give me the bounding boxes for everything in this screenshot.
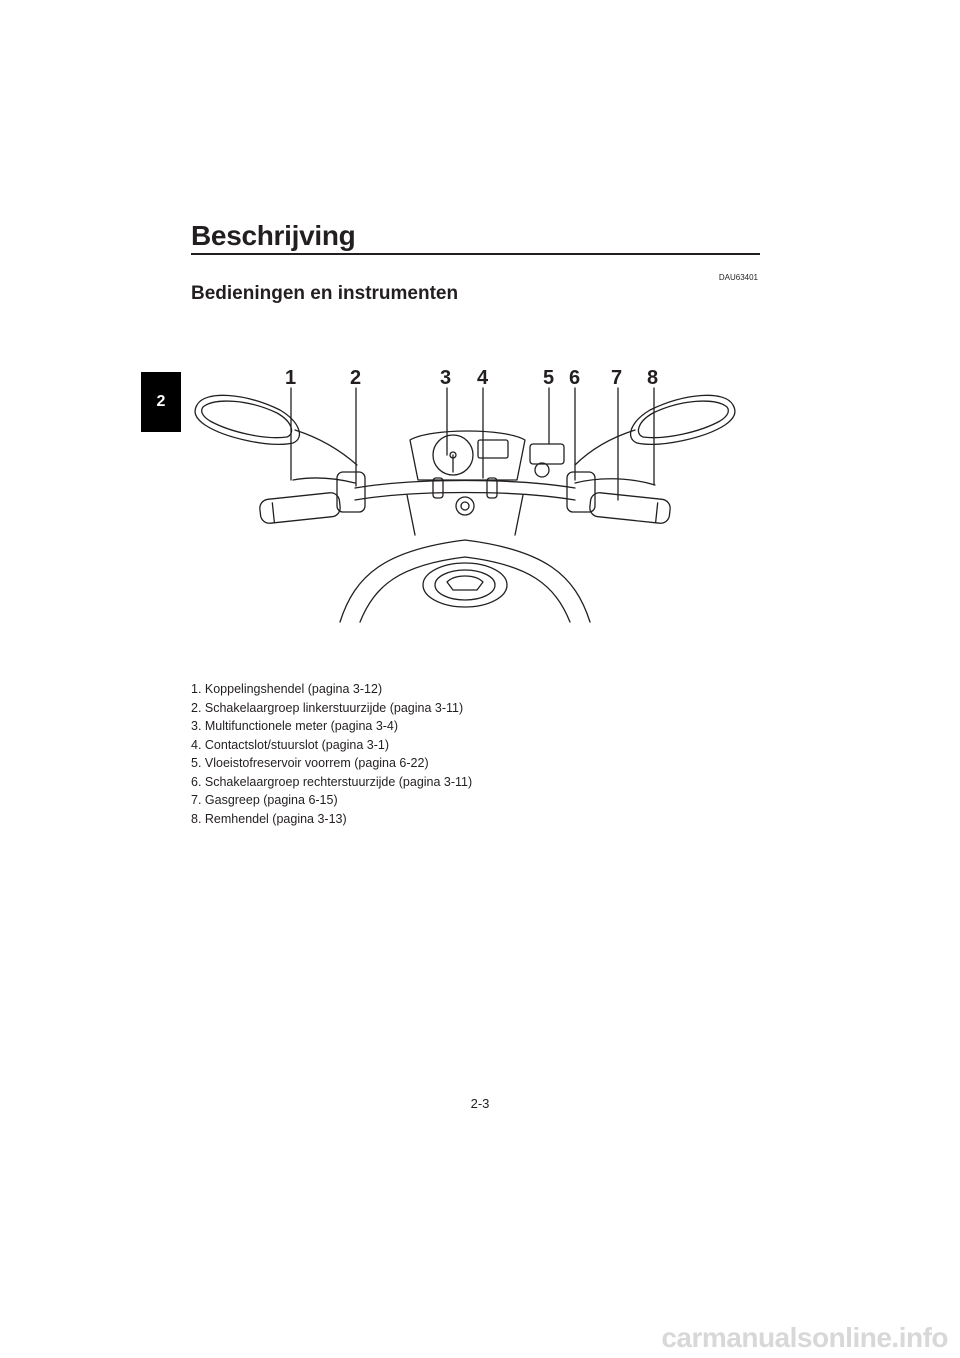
callout-number-3: 3	[440, 367, 452, 389]
callout-item: 6. Schakelaargroep rechterstuurzijde (pagina 3-11)	[191, 774, 473, 789]
callout-number-7: 7	[611, 367, 623, 389]
callout-item: 5. Vloeistofreservoir voorrem (pagina 6-22)	[191, 756, 429, 770]
document-code: DAU63401	[718, 273, 758, 282]
right-grip	[589, 492, 671, 524]
callout-item: 4. Contactslot/stuurslot (pagina 3-1)	[191, 737, 390, 752]
page-number: 2-3	[470, 1096, 490, 1111]
brake-reservoir	[530, 444, 564, 464]
callout-list	[191, 680, 472, 828]
title-rule	[191, 253, 760, 255]
handlebar-illustration	[185, 360, 745, 630]
brake-lever	[575, 479, 655, 485]
left-switch-gear	[337, 472, 365, 512]
callout-item: 7. Gasgreep (pagina 6-15)	[191, 793, 338, 807]
watermark: carmanualsonline.info	[661, 1322, 948, 1353]
handlebar	[355, 481, 575, 489]
callout-item: 2. Schakelaargroep linkerstuurzijde (pagina 3-11)	[191, 700, 464, 715]
callout-item: 3. Multifunctionele meter (pagina 3-4)	[191, 719, 399, 733]
callout-number-6: 6	[569, 367, 581, 389]
fuel-tank	[340, 540, 590, 622]
callout-number-1: 1	[285, 367, 297, 389]
section-title: Beschrijving	[191, 220, 356, 251]
callout-item: 1. Koppelingshendel (pagina 3-12)	[191, 682, 383, 696]
subsection-title: Bedieningen en instrumenten	[191, 283, 459, 304]
clutch-lever	[293, 478, 355, 483]
callout-item: 8. Remhendel (pagina 3-13)	[191, 811, 347, 826]
callout-number-8: 8	[647, 367, 659, 389]
callout-number-2: 2	[350, 367, 362, 389]
ignition-lock	[456, 497, 474, 515]
right-switch-gear	[567, 472, 595, 512]
callout-number-5: 5	[543, 367, 555, 389]
left-grip	[259, 492, 341, 524]
chapter-tab: 2	[141, 372, 181, 432]
callout-number-4: 4	[477, 367, 489, 389]
